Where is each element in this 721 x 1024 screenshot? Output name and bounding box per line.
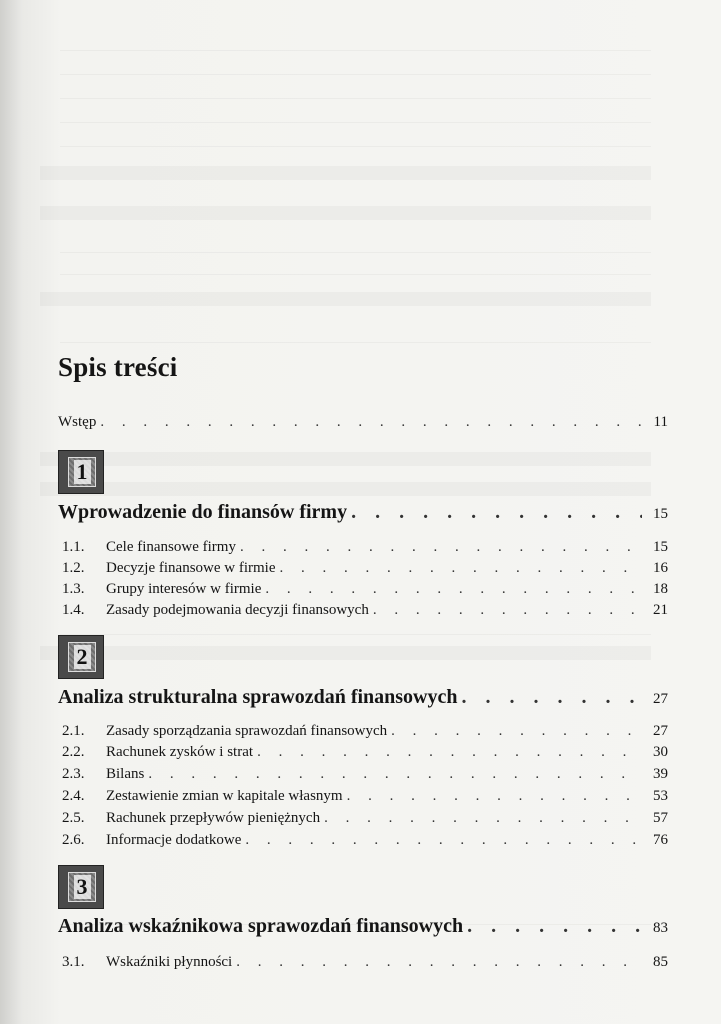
section-label: Zasady sporządzania sprawozdań finansowych [106,723,388,739]
toc-page-number: 15 [653,506,668,522]
toc-section[interactable] [62,832,668,849]
dot-leader [347,788,642,805]
section-label: Bilans [106,766,145,782]
bleed-through-line [60,330,651,343]
toc-entry-intro[interactable] [58,414,668,431]
toc-section[interactable] [62,723,668,740]
toc-section[interactable] [62,581,668,598]
chapter-badge-number: 1 [74,460,91,484]
chapter-title: Analiza wskaźnikowa sprawozdań finansowych [58,915,464,937]
section-number: 2.5. [62,810,85,826]
toc-chapter-1[interactable] [58,501,668,524]
bleed-through-line [60,240,651,253]
chapter-title: Analiza strukturalna sprawozdań finansowych [58,686,458,708]
section-label: Cele finansowe firmy [106,539,236,555]
toc-section[interactable] [62,788,668,805]
section-number: 1.1. [62,539,85,555]
dot-leader [236,954,642,971]
section-label: Rachunek przepływów pieniężnych [106,810,321,826]
toc-section[interactable] [62,810,668,827]
section-number: 2.4. [62,788,85,804]
toc-page-number: 85 [653,954,668,970]
bleed-through-line [60,86,651,99]
bleed-through-line [40,206,651,220]
toc-section[interactable] [62,560,668,577]
section-number: 3.1. [62,954,85,970]
bleed-through-line [60,134,651,147]
bleed-through-line [60,262,651,275]
section-label: Informacje dodatkowe [106,832,242,848]
bleed-through-line [40,292,651,306]
toc-section[interactable] [62,744,668,761]
chapter-badge-icon [58,865,104,909]
dot-leader [280,560,642,577]
toc-section[interactable] [62,954,668,971]
section-label: Grupy interesów w firmie [106,581,262,597]
toc-page-number: 30 [653,744,668,760]
bleed-through-line [60,622,651,635]
section-number: 2.6. [62,832,85,848]
toc-page-number: 16 [653,560,668,576]
section-number: 2.3. [62,766,85,782]
section-label: Rachunek zysków i strat [106,744,254,760]
bleed-through-line [40,482,651,496]
chapter-title: Wprowadzenie do finansów firmy [58,501,348,523]
section-number: 2.2. [62,744,85,760]
dot-leader [100,414,642,431]
toc-page-number: 57 [653,810,668,826]
section-number: 2.1. [62,723,85,739]
dot-leader [265,581,642,598]
toc-section[interactable] [62,539,668,556]
dot-leader [324,810,642,827]
dot-leader [391,723,642,740]
section-number: 1.4. [62,602,85,618]
dot-leader [462,686,642,709]
bleed-through-line [60,110,651,123]
toc-page-number: 18 [653,581,668,597]
chapter-badge-number: 3 [74,875,91,899]
bleed-through-line [60,38,651,51]
toc-chapter-2[interactable] [58,686,668,709]
section-label: Zasady podejmowania decyzji finansowych [106,602,369,618]
dot-leader [245,832,642,849]
dot-leader [373,602,642,619]
toc-title: Spis treści [58,352,178,382]
section-label: Zestawienie zmian w kapitale własnym [106,788,343,804]
toc-section[interactable] [62,766,668,783]
section-number: 1.3. [62,581,85,597]
bleed-through-line [60,62,651,75]
toc-page-number: 76 [653,832,668,848]
toc-chapter-3[interactable] [58,915,668,938]
bleed-through-line [40,646,651,660]
chapter-badge-icon [58,635,104,679]
bleed-through-line [40,452,651,466]
toc-page-number: 27 [653,691,668,707]
toc-section[interactable] [62,602,668,619]
dot-leader [351,501,642,524]
section-label: Decyzje finansowe w firmie [106,560,276,576]
toc-page-number: 39 [653,766,668,782]
toc-page-number: 15 [653,539,668,555]
chapter-badge-number: 2 [74,645,91,669]
bleed-through-line [40,166,651,180]
dot-leader [257,744,642,761]
toc-page-number: 11 [653,414,668,430]
dot-leader [148,766,642,783]
chapter-badge-icon [58,450,104,494]
toc-page-number: 83 [653,920,668,936]
dot-leader [240,539,642,556]
section-number: 1.2. [62,560,85,576]
toc-page-number: 53 [653,788,668,804]
dot-leader [467,915,642,938]
section-label: Wskaźniki płynności [106,954,233,970]
toc-page-number: 27 [653,723,668,739]
toc-page-number: 21 [653,602,668,618]
toc-entry-label: Wstęp [58,414,97,430]
